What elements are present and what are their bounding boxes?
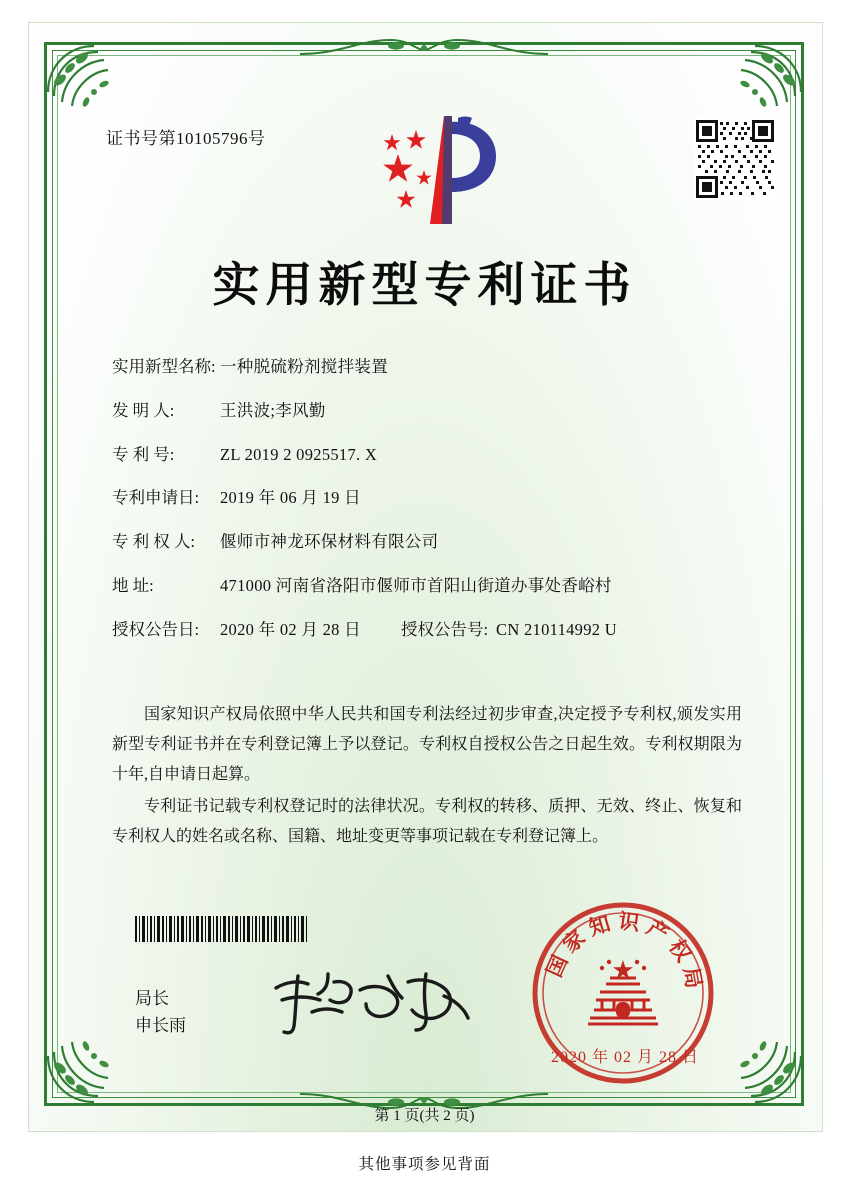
field-row-patent-number [112, 443, 742, 468]
field-label: 专 利 号: [112, 444, 175, 464]
field-row-inventor [112, 399, 742, 424]
field-label: 专 利 权 人: [112, 532, 195, 551]
field-row-grant-announcement [112, 618, 742, 643]
legal-paragraph-1: 国家知识产权局依照中华人民共和国专利法经过初步审查,决定授予专利权,颁发实用新型专利证书并在专利登记簿上予以登记。专利权自授权公告之日起生效。专利权期限为十年,自申请日起算。 [112, 706, 742, 783]
field-label: 专利申请日: [112, 488, 200, 508]
cnipa-logo-icon [372, 112, 522, 236]
field-value: ZL 2019 2 0925517. X [220, 444, 378, 464]
field-label-grant-number: 授权公告号: [400, 619, 489, 639]
qr-code [694, 118, 776, 200]
seal-agency-text: 国家知识产权局 [541, 907, 709, 997]
signature-labels [135, 985, 186, 1039]
field-row-utility-model-name [112, 355, 742, 380]
field-value-grant-number: CN 210114992 U [496, 619, 617, 639]
director-title-label: 局长 [135, 989, 169, 1008]
field-row-address [112, 574, 742, 599]
page-title: 实用新型专利证书 [212, 258, 637, 313]
field-label: 实用新型名称: [112, 357, 216, 376]
handwritten-signature [268, 966, 478, 1038]
back-side-note: 其他事项参见背面 [358, 1156, 491, 1173]
seal-date: 2020 年 02 月 28 日 [551, 1049, 700, 1066]
field-row-patentee [112, 530, 742, 555]
field-value: 偃师市神龙环保材料有限公司 [220, 532, 439, 551]
director-name-label: 申长雨 [135, 1016, 186, 1035]
field-value: 471000 河南省洛阳市偃师市首阳山街道办事处香峪村 [220, 575, 612, 595]
page-number: 第 1 页(共 2 页) [374, 1108, 475, 1124]
field-value: 一种脱硫粉剂搅拌装置 [220, 357, 388, 376]
field-value: 王洪波;李风勤 [220, 400, 326, 420]
field-label: 地 址: [112, 575, 154, 595]
field-label-grant-date: 授权公告日: [112, 619, 200, 639]
field-value-grant-date: 2020 年 02 月 28 日 [220, 619, 361, 639]
edge-ornament-icon [300, 34, 548, 60]
field-row-application-date [112, 486, 742, 511]
field-label: 发 明 人: [112, 400, 175, 420]
legal-paragraph-2: 专利证书记载专利权登记时的法律状况。专利权的转移、质押、无效、终止、恢复和专利权人的姓名或名称、国籍、地址变更等事项记载在专利登记簿上。 [112, 798, 742, 845]
field-list [112, 355, 742, 661]
certificate-number: 证书号第10105796号 [106, 129, 266, 148]
barcode [135, 916, 307, 942]
legal-text-block [112, 700, 742, 854]
field-value: 2019 年 06 月 19 日 [220, 488, 361, 508]
